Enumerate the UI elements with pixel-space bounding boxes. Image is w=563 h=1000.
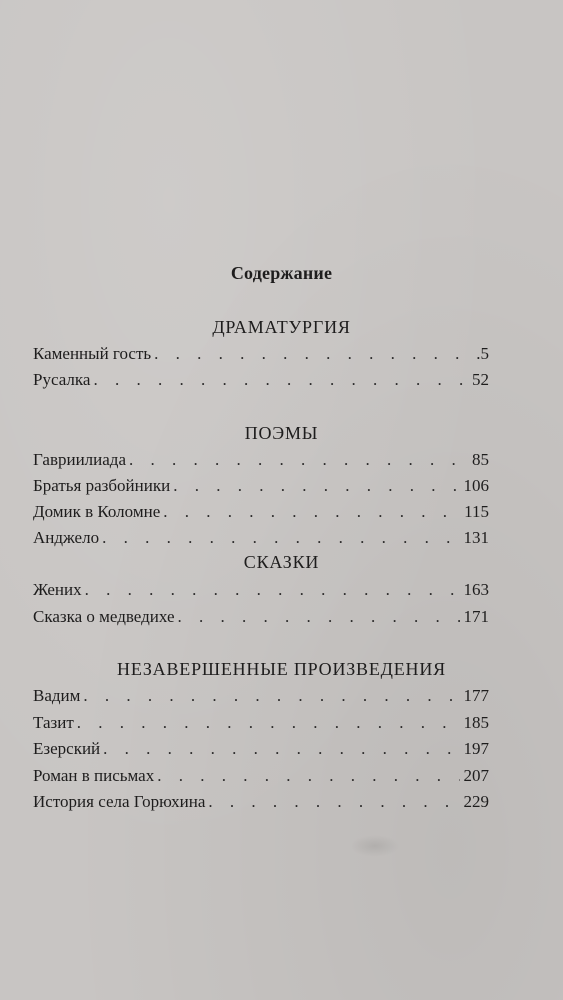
toc-entry-page: 177 <box>463 686 489 705</box>
dot-leader <box>85 578 460 602</box>
dot-leader <box>102 526 459 550</box>
toc-entry[interactable] <box>33 711 489 735</box>
dot-leader <box>163 500 460 524</box>
toc-entry-title: Братья разбойники <box>33 476 171 495</box>
toc-entry-page: 197 <box>463 739 489 758</box>
toc-entry[interactable] <box>33 578 489 602</box>
dot-leader <box>178 605 460 629</box>
toc-entry-page: .5 <box>476 344 489 363</box>
toc-entry[interactable] <box>33 474 489 498</box>
dot-leader <box>103 737 459 761</box>
toc-entry-title: Вадим <box>33 686 81 705</box>
paper-smudge <box>350 835 400 857</box>
toc-entry[interactable] <box>33 448 489 472</box>
toc-entry[interactable] <box>33 526 489 550</box>
toc-entry-page: 85 <box>472 450 489 469</box>
section-heading-unfinished-works: НЕЗАВЕРШЕННЫЕ ПРОИЗВЕДЕНИЯ <box>117 659 446 679</box>
toc-entry[interactable] <box>33 605 489 629</box>
section-heading-poems: ПОЭМЫ <box>244 423 319 443</box>
dot-leader <box>173 474 459 498</box>
contents-title: Содержание <box>230 263 333 283</box>
dot-leader <box>83 684 459 708</box>
toc-entry-page: 52 <box>472 370 489 389</box>
toc-entry-title: История села Горюхина <box>33 792 206 811</box>
toc-entry[interactable] <box>33 342 489 366</box>
toc-entry-page: 185 <box>463 713 489 732</box>
toc-entry[interactable] <box>33 500 489 524</box>
toc-entry-title: Гавриилиада <box>33 450 126 469</box>
toc-entry-title: Езерский <box>33 739 101 758</box>
section-heading-drama: ДРАМАТУРГИЯ <box>212 317 351 337</box>
toc-entry-title: Каменный гость <box>33 344 152 363</box>
toc-entry-page: 163 <box>463 580 489 599</box>
dot-leader <box>154 342 472 366</box>
toc-entry-title: Русалка <box>33 370 91 389</box>
section-heading-tales: СКАЗКИ <box>243 552 320 572</box>
toc-entry-page: 115 <box>464 502 489 521</box>
dot-leader <box>77 711 460 735</box>
toc-entry-title: Жених <box>33 580 82 599</box>
toc-entry-page: 207 <box>463 766 489 785</box>
dot-leader <box>208 790 459 814</box>
toc-entry[interactable] <box>33 684 489 708</box>
toc-entry[interactable] <box>33 737 489 761</box>
dot-leader <box>93 368 468 392</box>
toc-entry-title: Сказка о медведихе <box>33 607 175 626</box>
toc-entry-page: 171 <box>463 607 489 626</box>
toc-entry-page: 106 <box>463 476 489 495</box>
toc-entry-title: Анджело <box>33 528 100 547</box>
toc-entry-title: Домик в Коломне <box>33 502 161 521</box>
toc-entry[interactable] <box>33 368 489 392</box>
toc-entry[interactable] <box>33 790 489 814</box>
dot-leader <box>129 448 468 472</box>
toc-entry-title: Роман в письмах <box>33 766 155 785</box>
dot-leader <box>157 764 459 788</box>
toc-entry-page: 229 <box>463 792 489 811</box>
toc-entry-page: 131 <box>463 528 489 547</box>
toc-entry[interactable] <box>33 764 489 788</box>
toc-entry-title: Тазит <box>33 713 74 732</box>
